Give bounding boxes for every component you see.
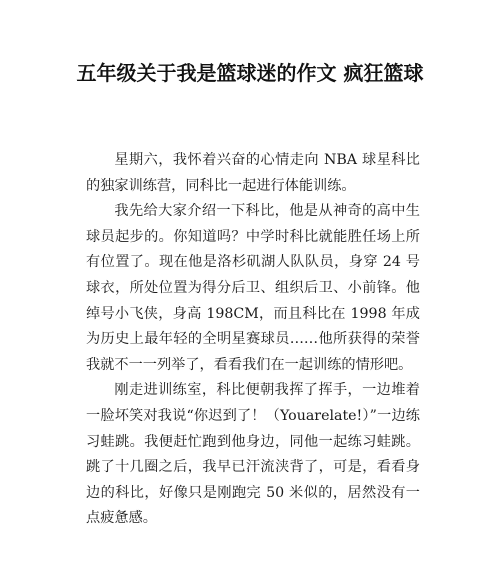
article-paragraph-3: 刚走进训练室，科比便朝我挥了挥手，一边堆着一脸坏笑对我说“你迟到了！（Youarelate!）”一边练习蛙跳。我便赶忙跑到他身边，同他一起练习蛙跳。跳了十几圈之后，我早已汗流浃背了，可是，看看身边的科比，好像只是刚跑完 50 米似的，居然没有一点疲惫感。 (86, 382, 420, 527)
article-body (86, 148, 420, 532)
article-title: 五年级关于我是篮球迷的作文 疯狂篮球 (76, 61, 424, 85)
article-paragraph-1: 星期六，我怀着兴奋的心情走向 NBA 球星科比的独家训练营，同科比一起进行体能训练。 (86, 152, 420, 194)
article-paragraph-2: 我先给大家介绍一下科比，他是从神奇的高中生球员起步的。你知道吗？中学时科比就能胜任场上所有位置了。现在他是洛杉矶湖人队队员，身穿 24 号球衣，所处位置为得分后卫、组织后卫、小前锋。他绰号小飞侠，身高 198CM，而且科比在 1998 年成为历史上最年轻的全明星赛球员……他所获得的荣誉我就不一一列举了，看看我们在一起训练的情形吧。 (86, 203, 420, 373)
